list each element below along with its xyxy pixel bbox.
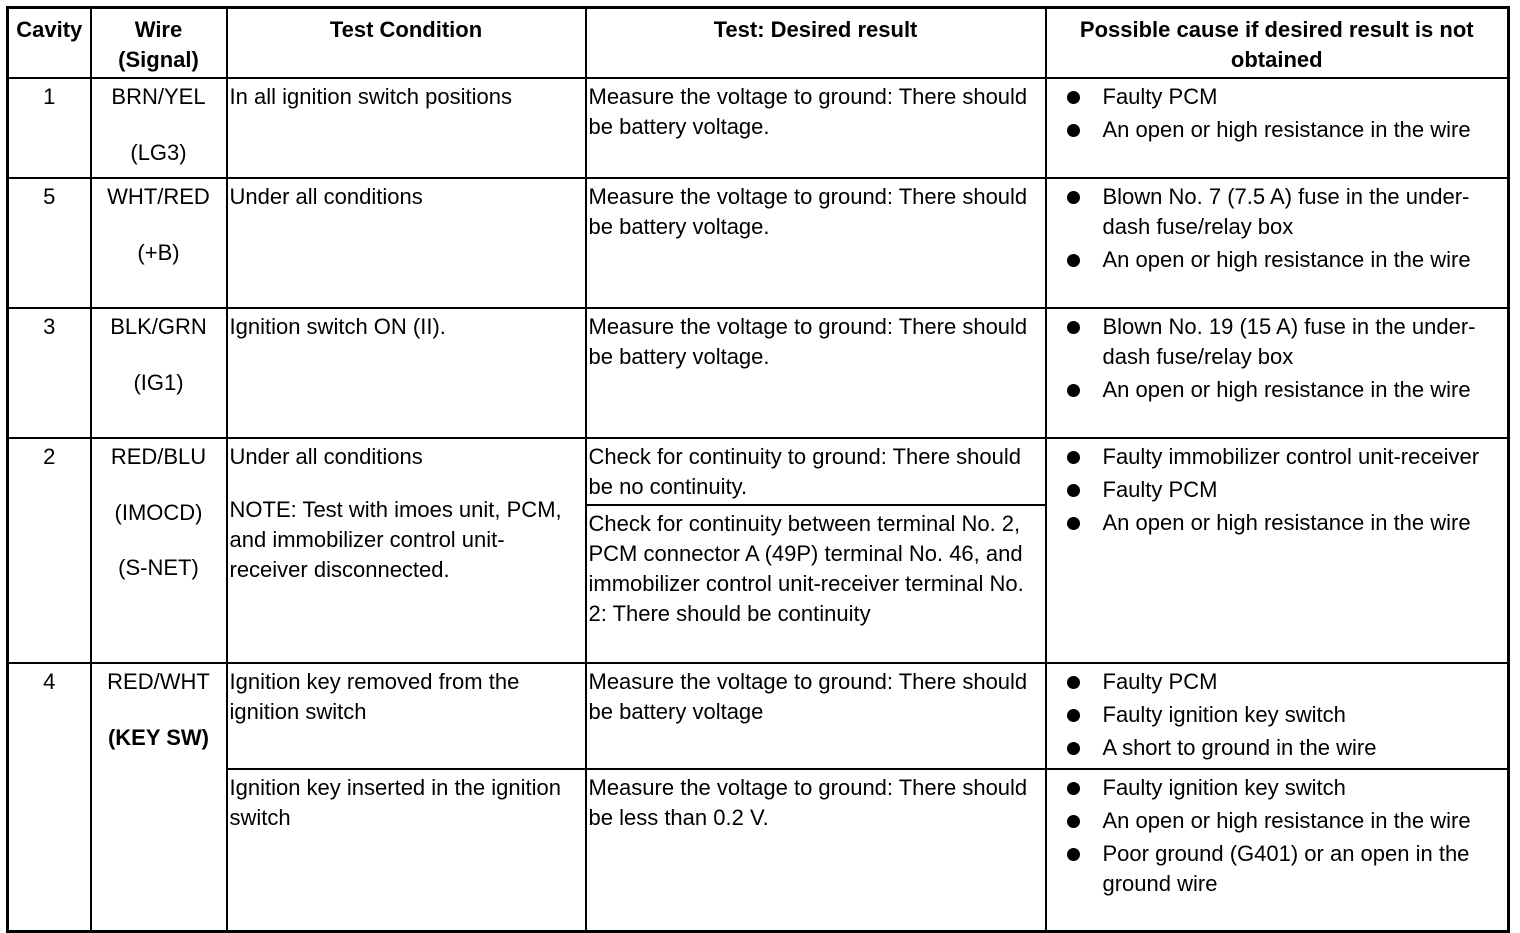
list-item [1067, 475, 1506, 505]
bullet-icon [1067, 91, 1080, 104]
cause-text: Blown No. 7 (7.5 A) fuse in the under-dash fuse/relay box [1102, 184, 1470, 239]
header-desired-result: Test: Desired result [586, 8, 1046, 79]
desired-result-cell: Measure the voltage to ground: There should be less than 0.2 V. [586, 769, 1046, 931]
condition-text: Under all conditions [229, 444, 423, 469]
wire-color: RED/BLU [110, 444, 207, 469]
table-row [8, 178, 1509, 308]
wire-cell [91, 438, 227, 663]
wire-signal: (+B) [137, 240, 180, 265]
cause-text: Faulty PCM [1102, 477, 1218, 502]
table-row [8, 438, 1509, 505]
list-item [1067, 806, 1506, 836]
cause-text: An open or high resistance in the wire [1102, 117, 1471, 142]
list-item [1067, 375, 1506, 405]
bullet-icon [1067, 676, 1080, 689]
test-condition-cell: Under all conditions [227, 178, 586, 308]
list-item [1067, 442, 1506, 472]
bullet-icon [1067, 517, 1080, 530]
test-condition-cell: Ignition key inserted in the ignition switch [227, 769, 586, 931]
possible-cause-cell [1046, 308, 1509, 438]
possible-cause-cell [1046, 663, 1509, 769]
desired-result-cell: Measure the voltage to ground: There should be battery voltage. [586, 308, 1046, 438]
cause-text: Poor ground (G401) or an open in the ground wire [1102, 841, 1470, 896]
cause-text: Faulty ignition key switch [1102, 702, 1346, 727]
cavity-cell: 4 [8, 663, 91, 931]
cause-text: Blown No. 19 (15 A) fuse in the under-dash fuse/relay box [1102, 314, 1476, 369]
condition-note: NOTE: Test with imoes unit, PCM, and immobilizer control unit-receiver disconnected. [229, 497, 562, 582]
list-item [1067, 839, 1506, 899]
wire-color: BRN/YEL [111, 84, 206, 109]
bullet-icon [1067, 321, 1080, 334]
wire-signal: (LG3) [130, 140, 187, 165]
cause-list [1049, 442, 1506, 538]
bullet-icon [1067, 191, 1080, 204]
list-item [1067, 667, 1506, 697]
header-row [8, 8, 1509, 79]
desired-result-cell: Measure the voltage to ground: There should be battery voltage. [586, 78, 1046, 178]
desired-result-cell: Check for continuity to ground: There should be no continuity. [586, 438, 1046, 505]
cause-list [1049, 182, 1506, 275]
wire-cell [91, 308, 227, 438]
test-condition-cell: Ignition switch ON (II). [227, 308, 586, 438]
wire-signal: (IG1) [133, 370, 184, 395]
cause-text: An open or high resistance in the wire [1102, 377, 1471, 402]
table-row [8, 769, 1509, 931]
cause-text: An open or high resistance in the wire [1102, 247, 1471, 272]
bullet-icon [1067, 782, 1080, 795]
list-item [1067, 115, 1506, 145]
bullet-icon [1067, 484, 1080, 497]
table-row [8, 308, 1509, 438]
cause-text: Faulty PCM [1102, 84, 1218, 109]
header-wire-line2: (Signal) [118, 47, 199, 72]
header-test-condition: Test Condition [227, 8, 586, 79]
wire-cell [91, 663, 227, 931]
list-item [1067, 82, 1506, 112]
cavity-cell: 5 [8, 178, 91, 308]
cavity-cell: 1 [8, 78, 91, 178]
cavity-cell: 3 [8, 308, 91, 438]
wire-color: BLK/GRN [110, 314, 207, 339]
test-condition-cell: In all ignition switch positions [227, 78, 586, 178]
bullet-icon [1067, 815, 1080, 828]
desired-result-cell: Measure the voltage to ground: There should be battery voltage [586, 663, 1046, 769]
bullet-icon [1067, 384, 1080, 397]
wire-color: WHT/RED [107, 184, 210, 209]
possible-cause-cell [1046, 769, 1509, 931]
wire-color: RED/WHT [107, 669, 210, 694]
possible-cause-cell [1046, 438, 1509, 663]
cavity-cell: 2 [8, 438, 91, 663]
table-row [8, 78, 1509, 178]
cause-list [1049, 773, 1506, 899]
cause-list [1049, 312, 1506, 405]
bullet-icon [1067, 742, 1080, 755]
wire-signal: (IMOCD) [114, 500, 203, 525]
cause-text: An open or high resistance in the wire [1102, 808, 1471, 833]
cause-text: A short to ground in the wire [1102, 735, 1377, 760]
possible-cause-cell [1046, 78, 1509, 178]
header-cavity: Cavity [8, 8, 91, 79]
wire-cell [91, 78, 227, 178]
desired-result-cell: Measure the voltage to ground: There should be battery voltage. [586, 178, 1046, 308]
wire-signal-alt: (S-NET) [118, 555, 199, 580]
header-possible-cause: Possible cause if desired result is not obtained [1046, 8, 1509, 79]
table-row [8, 663, 1509, 769]
cause-text: Faulty ignition key switch [1102, 775, 1346, 800]
cause-text: An open or high resistance in the wire [1102, 510, 1471, 535]
possible-cause-cell [1046, 178, 1509, 308]
list-item [1067, 773, 1506, 803]
bullet-icon [1067, 124, 1080, 137]
connector-test-table [6, 6, 1510, 933]
wire-cell [91, 178, 227, 308]
list-item [1067, 700, 1506, 730]
test-condition-cell [227, 438, 586, 663]
bullet-icon [1067, 451, 1080, 464]
bullet-icon [1067, 709, 1080, 722]
cause-text: Faulty PCM [1102, 669, 1218, 694]
cause-list [1049, 82, 1506, 145]
header-wire [91, 8, 227, 79]
list-item [1067, 508, 1506, 538]
bullet-icon [1067, 848, 1080, 861]
list-item [1067, 182, 1506, 242]
wire-signal: (KEY SW) [107, 725, 210, 750]
test-condition-cell: Ignition key removed from the ignition switch [227, 663, 586, 769]
bullet-icon [1067, 254, 1080, 267]
header-wire-line1: Wire [134, 17, 183, 42]
cause-list [1049, 667, 1506, 763]
cause-text: Faulty immobilizer control unit-receiver [1102, 444, 1480, 469]
desired-result-cell: Check for continuity between terminal No. 2, PCM connector A (49P) terminal No. 46, and immobilizer control unit-receiver terminal No. 2: There should be continuity [586, 505, 1046, 663]
list-item [1067, 733, 1506, 763]
list-item [1067, 312, 1506, 372]
list-item [1067, 245, 1506, 275]
